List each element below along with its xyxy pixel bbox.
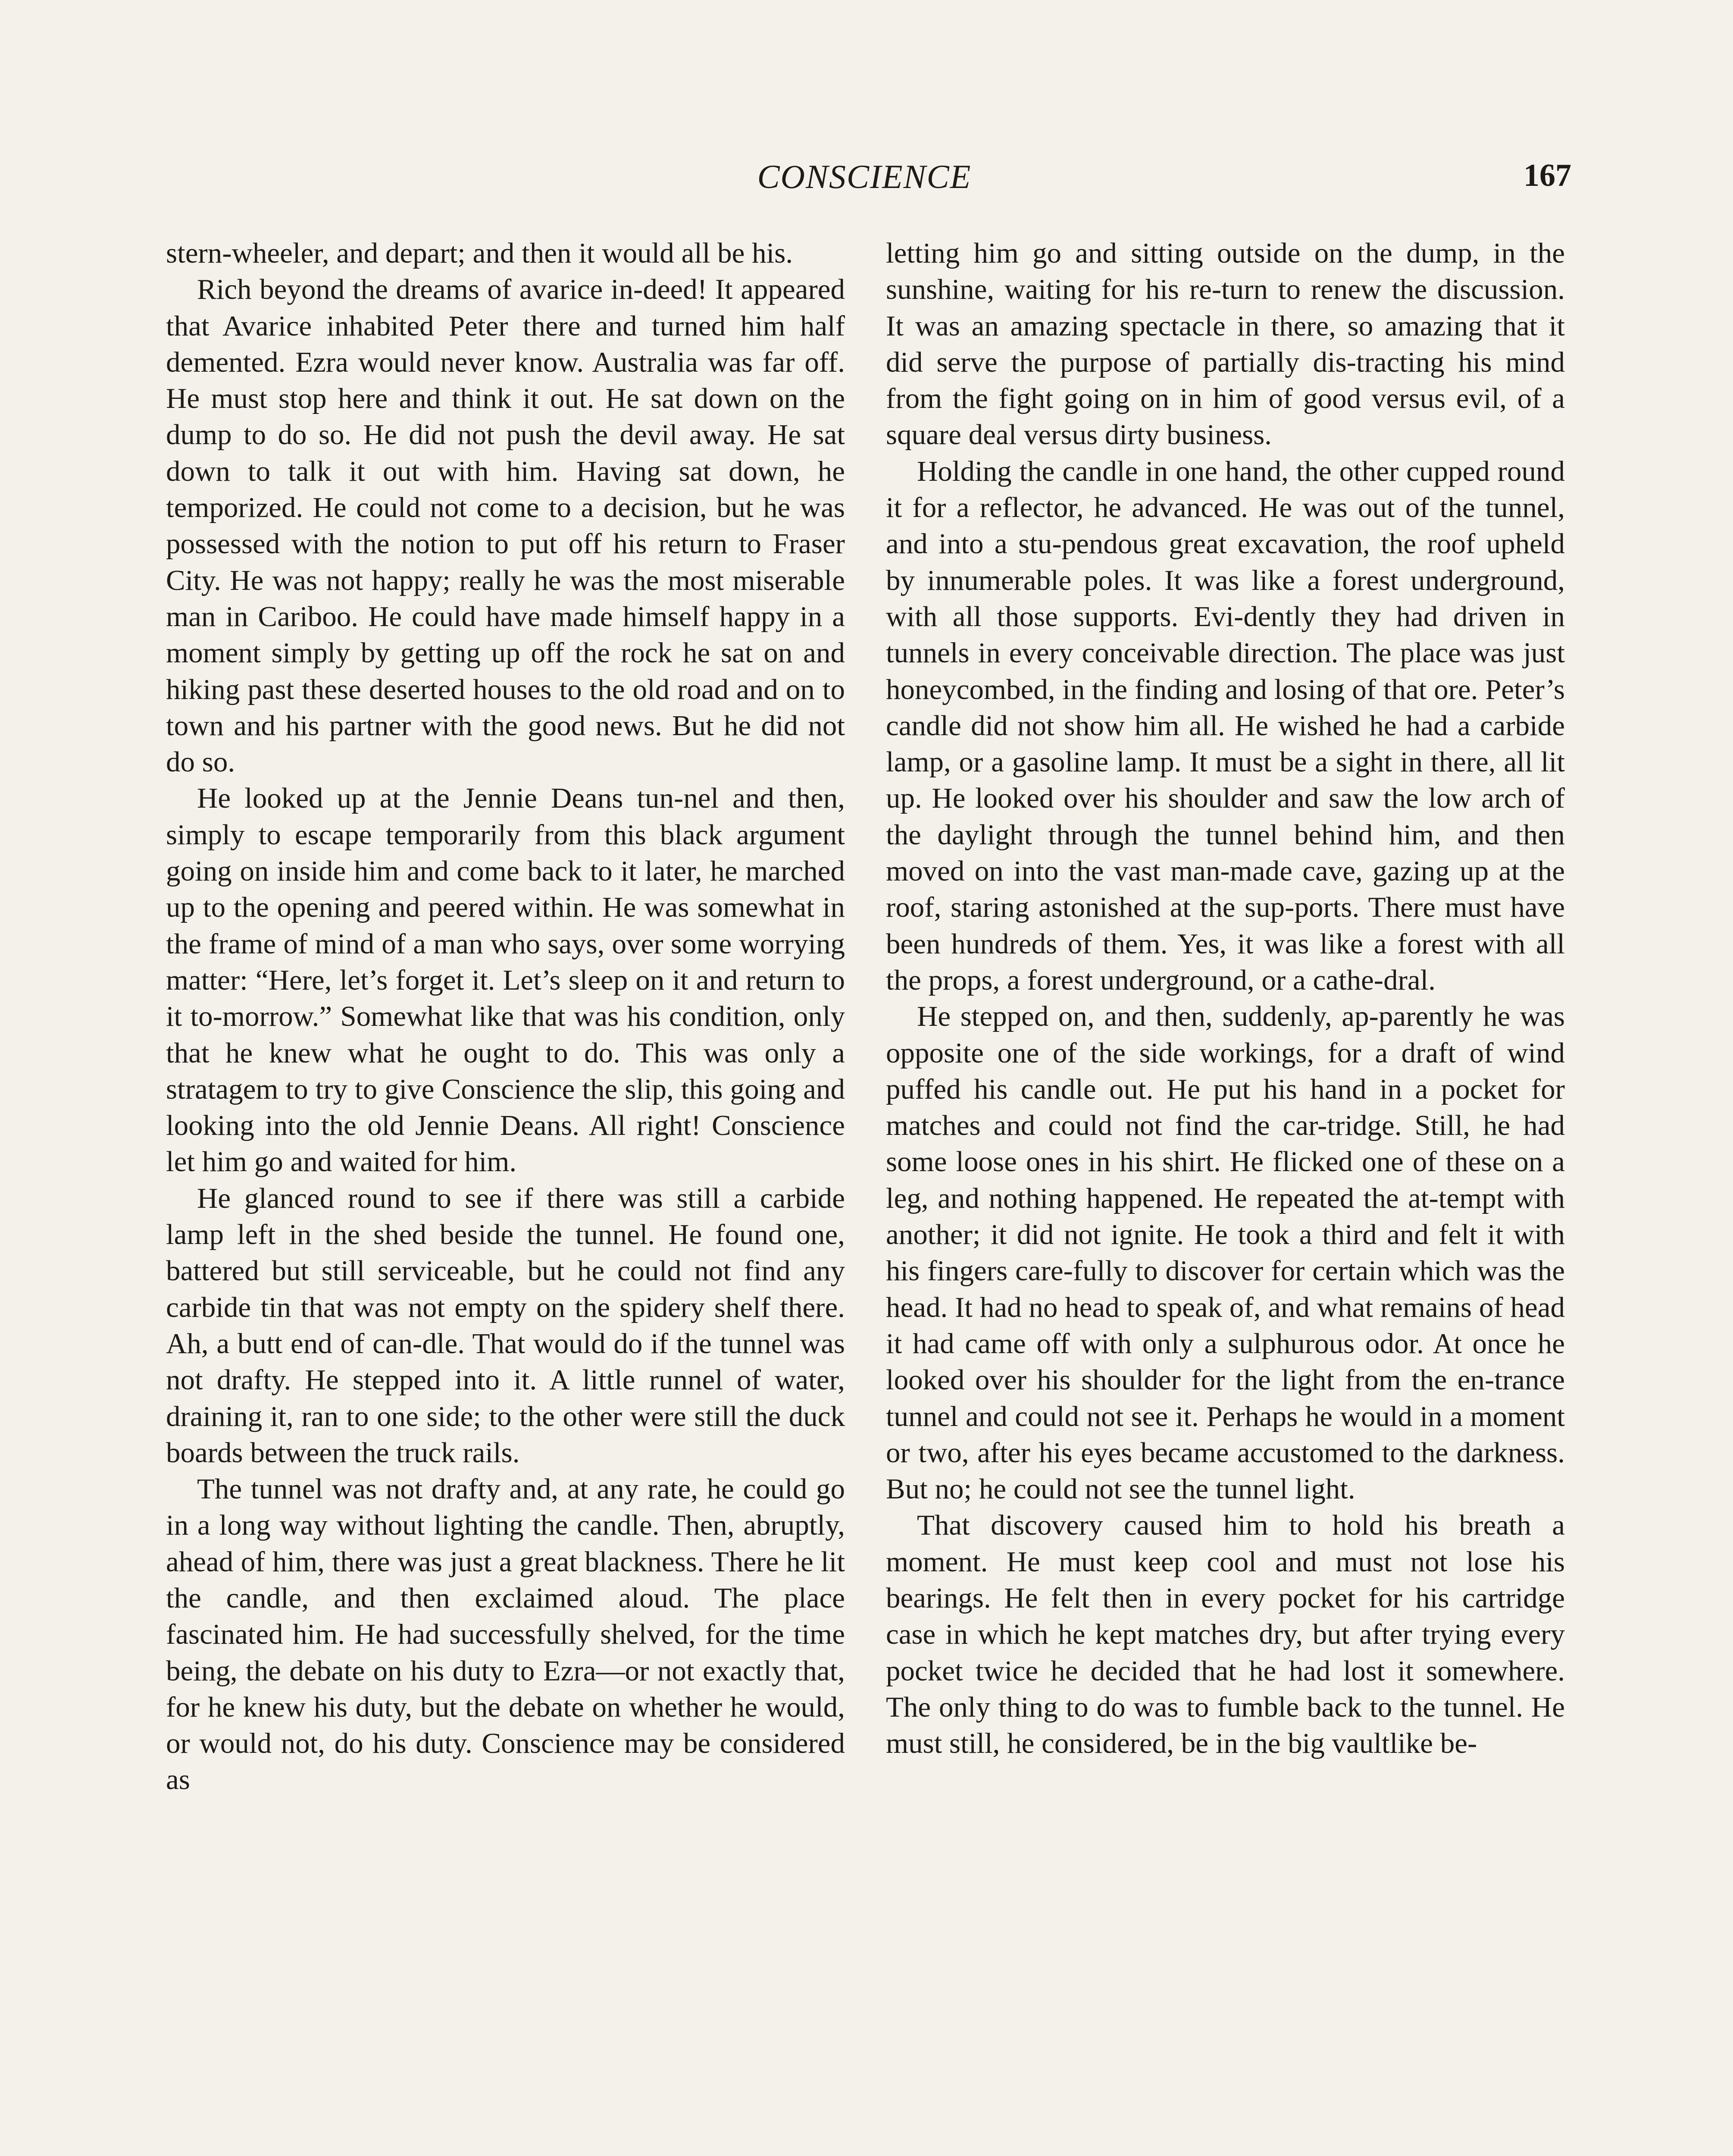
paragraph: He stepped on, and then, suddenly, ap-parently he was opposite one of the side workings, for a draft of wind puffed his candle out. He put his hand in a pocket for matches and could not find the car-tridge. Still, he had some loose ones in his shirt. He flicked one of these on a leg, and nothing happened. He repeated the at-tempt with another; it did not ignite. He took a third and felt it with his fingers care-fully to discover for certain which was the head. It had no head to speak of, and what remains of head it had came off with only a sulphurous odor. At once he looked over his shoulder for the light from the en-trance tunnel and could not see it. Perhaps he would in a moment or two, after his eyes became accustomed to the darkness. But no; he could not see the tunnel light.	[886, 1000, 1565, 1505]
text-column-left	[166, 235, 845, 2156]
paragraph: The tunnel was not drafty and, at any rate, he could go in a long way without lighting the candle. Then, abruptly, ahead of him, there was just a great blackness. There he lit the candle, and then exclaimed aloud. The place fascinated him. He had successfully shelved, for the time being, the debate on his duty to Ezra—or not exactly that, for he knew his duty, but the debate on whether he would, or would not, do his duty. Conscience may be considered as	[166, 1473, 845, 1796]
running-head: CONSCIENCE	[757, 158, 972, 195]
paragraph: He looked up at the Jennie Deans tun-nel and then, simply to escape temporarily from this black argument going on inside him and come back to it later, he marched up to the opening and peered within. He was somewhat in the frame of mind of a man who says, over some worrying matter: “Here, let’s forget it. Let’s sleep on it and return to it to-morrow.” Somewhat like that was his condition, only that he knew what he ought to do. This was only a stratagem to try to give Conscience the slip, this going and looking into the old Jennie Deans. All right! Conscience let him go and waited for him.	[166, 782, 845, 1178]
text-column-right	[886, 235, 1565, 2156]
paragraph: stern-wheeler, and depart; and then it would all be his.	[166, 237, 793, 269]
paragraph: That discovery caused him to hold his breath a moment. He must keep cool and must not lose his bearings. He felt then in every pocket for his cartridge case in which he kept matches dry, but after trying every pocket twice he decided that he had lost it somewhere. The only thing to do was to fumble back to the tunnel. He must still, he considered, be in the big vaultlike be-	[886, 1509, 1565, 1760]
paragraph: Rich beyond the dreams of avarice in-deed! It appeared that Avarice inhabited Peter there and turned him half demented. Ezra would never know. Australia was far off. He must stop here and think it out. He sat down on the dump to do so. He did not push the devil away. He sat down to talk it out with him. Having sat down, he temporized. He could not come to a decision, but he was possessed with the notion to put off his return to Fraser City. He was not happy; really he was the most miserable man in Cariboo. He could have made himself happy in a moment simply by getting up off the rock he sat on and hiking past these deserted houses to the old road and on to town and his partner with the good news. But he did not do so.	[166, 273, 845, 778]
page-number: 167	[1523, 158, 1571, 193]
paragraph: letting him go and sitting outside on the dump, in the sunshine, waiting for his re-turn to renew the discussion. It was an amazing spectacle in there, so amazing that it did serve the purpose of partially dis-tracting his mind from the fight going on in him of good versus evil, of a square deal versus dirty business.	[886, 237, 1565, 451]
paragraph: He glanced round to see if there was still a carbide lamp left in the shed beside the tunnel. He found one, battered but still serviceable, but he could not find any carbide tin that was not empty on the spidery shelf there. Ah, a butt end of can-dle. That would do if the tunnel was not drafty. He stepped into it. A little runnel of water, draining it, ran to one side; to the other were still the duck boards between the truck rails.	[166, 1182, 845, 1469]
paragraph: Holding the candle in one hand, the other cupped round it for a reflector, he advanced. He was out of the tunnel, and into a stu-pendous great excavation, the roof upheld by innumerable poles. It was like a forest underground, with all those supports. Evi-dently they had driven in tunnels in every conceivable direction. The place was just honeycombed, in the finding and losing of that ore. Peter’s candle did not show him all. He wished he had a carbide lamp, or a gasoline lamp. It must be a sight in there, all lit up. He looked over his shoulder and saw the low arch of the daylight through the tunnel behind him, and then moved on into the vast man-made cave, gazing up at the roof, staring astonished at the sup-ports. There must have been hundreds of them. Yes, it was like a forest with all the props, a forest underground, or a cathe-dral.	[886, 455, 1565, 996]
